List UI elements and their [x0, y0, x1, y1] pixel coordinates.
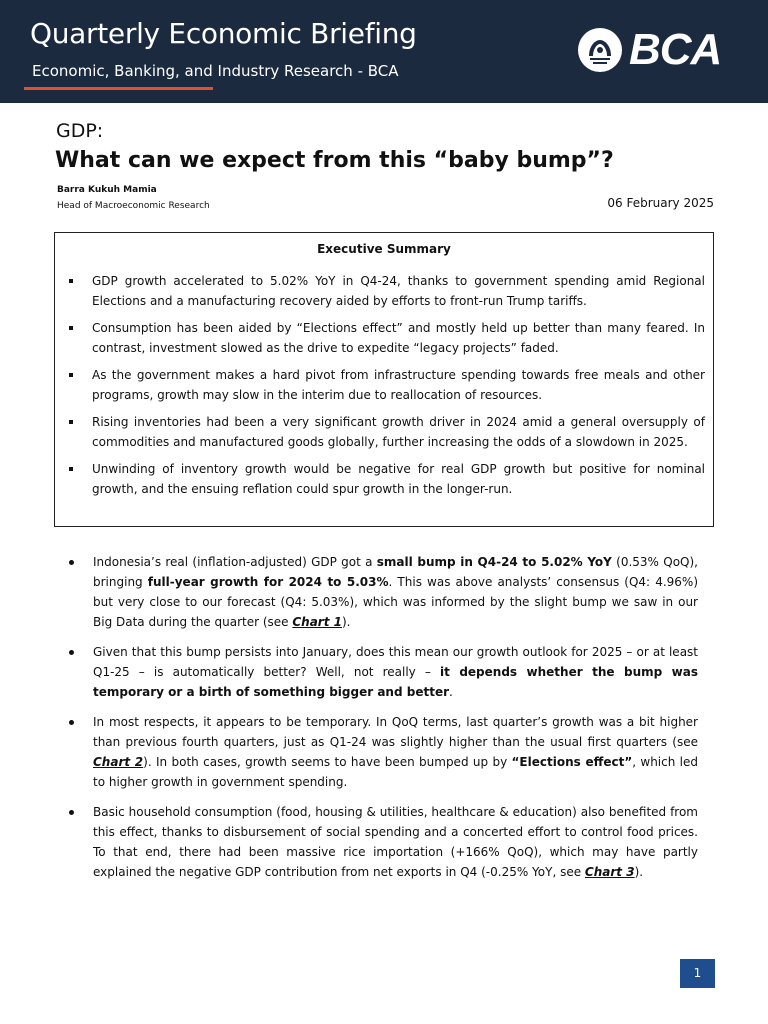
- body-paragraph-2: [66, 642, 698, 702]
- body-emphasis: small bump in Q4-24 to 5.02% YoY: [376, 555, 612, 569]
- chart-1-link[interactable]: Chart 1: [292, 615, 342, 629]
- round-bullet-icon: [69, 560, 74, 565]
- bca-logo: [576, 26, 734, 74]
- body-text: Basic household consumption (food, housing & utilities, healthcare & education) also benefited from this effect, thanks to disbursement of social spending and a concerted effort to control food prices. To that end, there had been massive rice importation (+166% QoQ), which may have partly explained the negative GDP contribution from net exports in Q4 (-0.25% YoY, see: [93, 805, 698, 879]
- body-text: In most respects, it appears to be temporary. In QoQ terms, last quarter’s growth was a bit higher than previous fourth quarters, just as Q1-24 was slightly higher than the usual first quarters (see: [93, 715, 698, 749]
- square-bullet-icon: [69, 279, 73, 283]
- body-emphasis: it depends whether the bump was temporary or a birth of something bigger and better: [93, 665, 699, 699]
- body-text: , which led to higher growth in government spending.: [93, 755, 699, 789]
- summary-item: [67, 271, 705, 311]
- body-text: Given that this bump persists into January, does this mean our growth outlook for 2025 – or at least Q1-25 – is automatically better? Well, not really –: [93, 645, 698, 679]
- round-bullet-icon: [69, 810, 74, 815]
- body-text: . This was above analysts’ consensus (Q4: 4.96%) but very close to our forecast (Q4: 5.03%), which was informed by the slight bump we saw in our Big Data during the quarter (see: [93, 575, 698, 629]
- body-text: Indonesia’s real (inflation-adjusted) GDP got a: [93, 555, 377, 569]
- square-bullet-icon: [69, 326, 73, 330]
- square-bullet-icon: [69, 373, 73, 377]
- executive-summary-title: Executive Summary: [317, 242, 451, 256]
- summary-item-text: GDP growth accelerated to 5.02% YoY in Q4-24, thanks to government spending amid Regional Elections and a manufacturing recovery aided by efforts to front-run Trump tariffs.: [92, 274, 705, 308]
- body-bullet-list: [66, 552, 698, 892]
- executive-summary-list: [67, 271, 705, 506]
- square-bullet-icon: [69, 420, 73, 424]
- author-role: Head of Macroeconomic Research: [57, 201, 210, 211]
- body-text: ). In both cases, growth seems to have been bumped up by: [143, 755, 512, 769]
- body-emphasis: “Elections effect”: [511, 755, 633, 769]
- body-emphasis: full-year growth for 2024 to 5.03%: [147, 575, 389, 589]
- chart-2-link[interactable]: Chart 2: [93, 755, 144, 769]
- page-title: What can we expect from this “baby bump”?: [55, 148, 614, 173]
- summary-item: [67, 365, 705, 405]
- round-bullet-icon: [69, 720, 74, 725]
- square-bullet-icon: [69, 467, 73, 471]
- body-paragraph-1: [66, 552, 698, 632]
- body-text: ).: [342, 615, 351, 629]
- header-accent-rule: [24, 87, 213, 90]
- section-label: GDP:: [56, 120, 104, 142]
- publication-date: 06 February 2025: [607, 196, 714, 210]
- summary-item: [67, 412, 705, 452]
- body-text: .: [449, 685, 453, 699]
- body-paragraph-3: [66, 712, 698, 792]
- chart-3-link[interactable]: Chart 3: [584, 865, 635, 879]
- summary-item-text: Unwinding of inventory growth would be negative for real GDP growth but positive for nominal growth, and the ensuing reflation could spur growth in the longer-run.: [92, 462, 705, 496]
- report-series-title: Quarterly Economic Briefing: [30, 17, 417, 50]
- body-text: ).: [634, 865, 644, 879]
- summary-item-text: Consumption has been aided by “Elections effect” and mostly held up better than many feared. In contrast, investment slowed as the drive to expedite “legacy projects” faded.: [92, 321, 705, 355]
- summary-item-text: Rising inventories had been a very significant growth driver in 2024 amid a general oversupply of commodities and manufactured goods globally, further increasing the odds of a slowdown in 2025.: [92, 415, 705, 449]
- summary-item: [67, 459, 705, 499]
- summary-item-text: As the government makes a hard pivot from infrastructure spending towards free meals and other programs, growth may slow in the interim due to reallocation of resources.: [92, 368, 705, 402]
- page-number-badge: 1: [680, 959, 715, 988]
- body-paragraph-4: [66, 802, 698, 882]
- summary-item: [67, 318, 705, 358]
- logo-wordmark: BCA: [629, 25, 722, 74]
- body-text: (0.53% QoQ), bringing: [93, 555, 698, 589]
- bca-emblem-icon: [576, 26, 624, 74]
- report-series-subtitle: Economic, Banking, and Industry Research - BCA: [32, 62, 399, 80]
- author-name: Barra Kukuh Mamia: [57, 185, 157, 195]
- report-header: [0, 0, 768, 103]
- round-bullet-icon: [69, 650, 74, 655]
- executive-summary-box: [54, 232, 714, 527]
